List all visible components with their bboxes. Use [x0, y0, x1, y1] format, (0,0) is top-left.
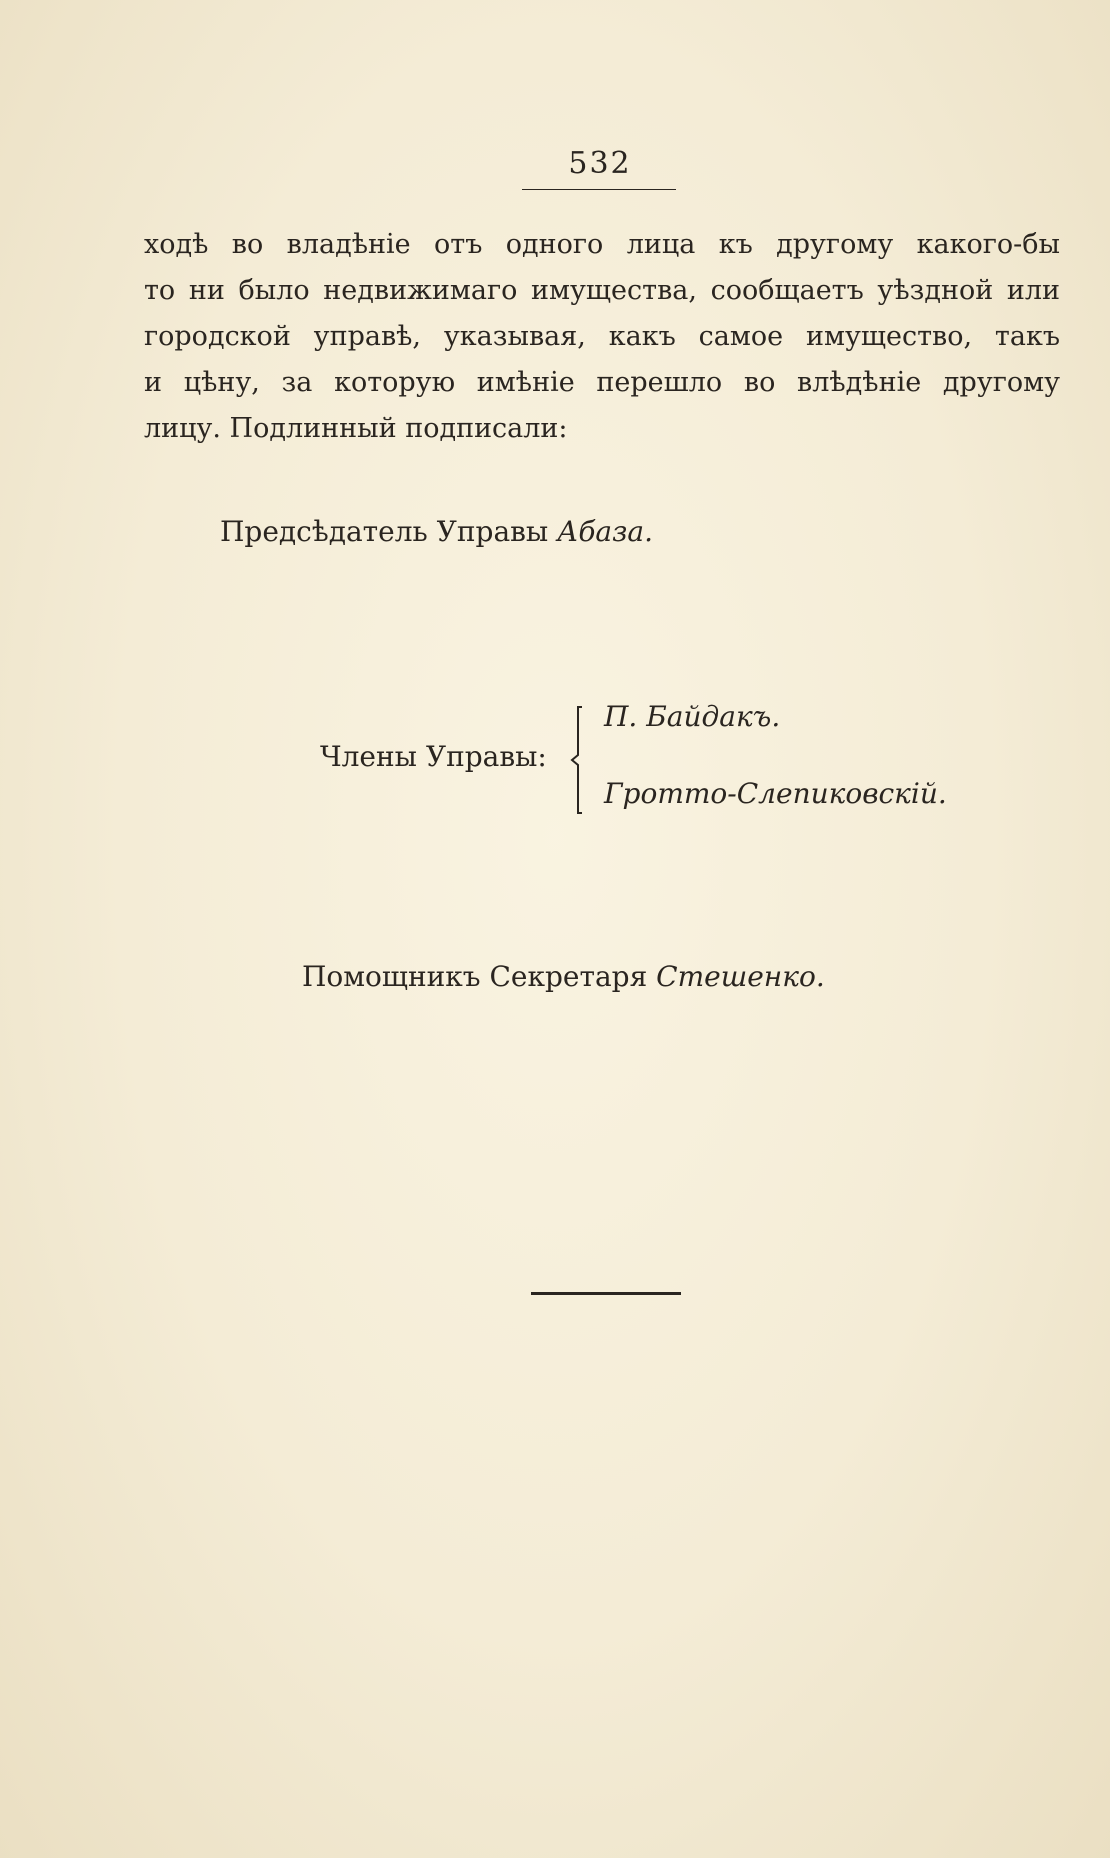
paragraph-line: то ни было недвижимаго имущества, сообщаетъ уѣздной или: [144, 275, 1060, 306]
page-number: 532: [568, 146, 632, 181]
member-1-signature: [604, 700, 780, 733]
assistant-secretary-signature: [302, 960, 825, 993]
end-rule: [531, 1292, 681, 1295]
chairman-name: Абаза.: [557, 515, 653, 548]
member-2-name: Гротто-Слепиковскій.: [604, 777, 947, 810]
body-paragraph: [144, 222, 1060, 452]
member-1-name: П. Байдакъ.: [604, 700, 781, 733]
assistant-title: Помощникъ Секретаря: [302, 960, 648, 993]
members-title: Члены Управы:: [320, 740, 547, 773]
paragraph-line: городской управѣ, указывая, какъ самое имущество, такъ: [144, 321, 1060, 352]
curly-brace-icon: [568, 705, 590, 815]
page-number-rule: [522, 189, 676, 190]
paragraph-line: лицу. Подлинный подписали:: [144, 413, 568, 444]
chairman-title: Предсѣдатель Управы: [220, 515, 549, 548]
chairman-signature: [220, 515, 653, 548]
member-2-signature: [604, 777, 947, 810]
assistant-name: Стешенко.: [656, 960, 825, 993]
paragraph-line: ходѣ во владѣніе отъ одного лица къ другому какого-бы: [144, 229, 1060, 260]
paragraph-line: и цѣну, за которую имѣніе перешло во влѣдѣніе другому: [144, 367, 1060, 398]
